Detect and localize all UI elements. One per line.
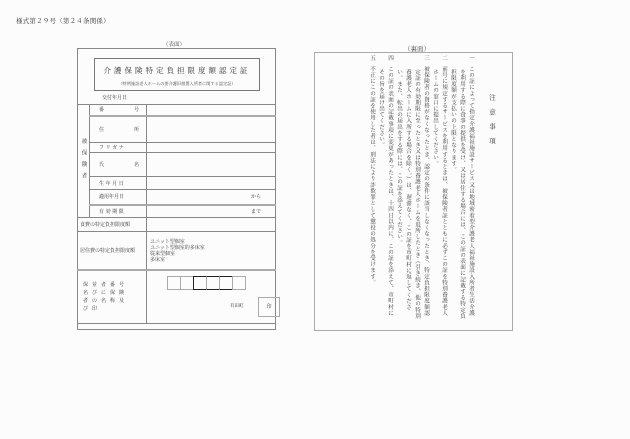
label-expiry: 有 効 期 限 [99, 208, 124, 215]
insurer-number-digit[interactable] [193, 276, 207, 290]
row-birthdate [78, 177, 276, 190]
note-item: 一この証によって指定介護福祉施設サービス又は地域密着型介護老人福祉施設入所者生活介護を利用する際に食事の提供を受け、又は居住する場合には、この証の表面に記載する特定負担限度額が支払いの上限となります。 [450, 55, 474, 319]
label-cell [90, 177, 147, 190]
label-cell [90, 190, 147, 205]
insurer-char: 者 [83, 298, 89, 304]
insurer-name: 有田町 [230, 303, 244, 309]
insurer-char: に [101, 290, 107, 296]
label-cell [90, 205, 147, 218]
insurer-number-digit[interactable] [232, 276, 246, 290]
certificate-subtitle: （特例施設老人ホームの要介護旧措置入所者に関する認定証） [118, 81, 236, 86]
insurer-char: 者 [101, 282, 107, 288]
label-furigana: フ リ ガ ナ [99, 145, 124, 151]
note-text: この証によって指定介護福祉施設サービス又は地域密着型介護老人福祉施設入所者生活介護を利用する際に食事の提供を受け、又は居住する場合には、この証の表面に記載する特定負担限度額が支払いの上限となります。 [450, 66, 474, 319]
insurer-number-digit[interactable] [180, 276, 194, 290]
back-side-label: （裏面） [404, 45, 430, 53]
expiry-value[interactable]: まで [147, 205, 276, 218]
form-number: 様式第２９号（第２４条関係） [16, 17, 110, 25]
certificate-front [77, 48, 276, 330]
note-text: この証の表面の記載事項に変更があったときは、十四日以内に、この証を添えて、市町村にその旨を届け出てください。 [378, 66, 393, 317]
front-side-label: （表面） [163, 42, 186, 48]
insurer-char: び [92, 290, 98, 296]
label-cell [90, 153, 147, 177]
insurer-char: 並 [92, 282, 98, 288]
label-cell [90, 116, 147, 143]
room-type-list [147, 232, 276, 270]
label-number-b: 号 [133, 107, 139, 114]
insurer-char: 保 [110, 290, 116, 296]
insurer-char: 号 [119, 282, 125, 288]
row-number [78, 105, 276, 116]
seal-box [258, 297, 280, 317]
certificate-title: 介護保険特定負担限度額認定証 [103, 66, 251, 75]
address-value[interactable] [147, 116, 276, 143]
insurer-char: 称 [110, 298, 116, 304]
insured-group-label: 被保険者 [80, 138, 87, 184]
label-number-a: 番 [99, 107, 105, 114]
residence-limit-label: 居住費の特定負担限度額 [78, 232, 147, 270]
furigana-value[interactable] [147, 143, 276, 153]
certificate-table [77, 104, 276, 324]
row-name [78, 153, 276, 177]
row-effective-date [78, 190, 276, 205]
insurer-char: の [92, 298, 98, 304]
note-text: 不正にこの証を使用した者は、刑法により詐欺罪として懲役の処分を受けます。 [369, 66, 375, 286]
room-type-item: 従来型個室 [150, 251, 176, 258]
label-cell [90, 143, 147, 153]
note-text: 被保険者の資格がなくなったとき、認定の条件に該当しなくなったとき、特定負担限度額認定証の有効期限に至ったとき又は特別養護老人ホームを退所したとき（引き続き、他の特別養護老人ホームに入所する場合を除く。）は、遅滞なく、この証を市町村に返してください。また、転出の届出をする際には、この証を添えてください。 [396, 66, 429, 319]
room-type-item: ユニット型個室 [150, 239, 185, 246]
insurer-char: 及 [119, 298, 125, 304]
row-address [78, 116, 276, 143]
insurer-char: 名 [83, 290, 89, 296]
insurer-number-digit[interactable] [167, 276, 181, 290]
row-furigana [78, 143, 276, 153]
seal-label: 印 [266, 304, 272, 310]
row-residence-limit [78, 232, 276, 270]
label-address-a: 住 [99, 126, 105, 133]
row-expiry [78, 205, 276, 218]
row-insurer [78, 270, 276, 324]
issue-date-label: 交付年月日 [102, 95, 128, 101]
row-food-limit [78, 218, 276, 232]
name-value[interactable] [147, 153, 276, 177]
insurer-value-cell [147, 270, 276, 324]
food-limit-label: 食費の特定負担限度額 [78, 218, 147, 232]
notes-title: 注意事項 [488, 94, 496, 152]
label-cell [90, 105, 147, 116]
insurer-char: 険 [119, 290, 125, 296]
room-type-item: ユニット型個室的多床室 [150, 245, 205, 252]
label-effective-date: 適用年月日 [99, 194, 125, 201]
insurer-char: 印 [92, 306, 98, 312]
insurer-char: 名 [101, 298, 107, 304]
effective-date-value[interactable]: から [147, 190, 276, 205]
insurer-label [78, 270, 147, 324]
insurer-number-digit[interactable] [206, 276, 220, 290]
insurer-number-boxes [168, 276, 246, 290]
notes-content [367, 55, 496, 322]
insurer-char: 番 [110, 282, 116, 288]
label-birthdate: 生 年 月 日 [99, 180, 124, 187]
number-value[interactable] [147, 105, 276, 116]
note-text: 前号に規定するサービスを利用するときは、被保険者証とともに必ずこの証を特別養護老人ホームの窓口に提出してください。 [432, 66, 447, 317]
insurer-label-grid [81, 281, 143, 312]
note-item: 五不正にこの証を使用した者は、刑法により詐欺罪として懲役の処分を受けます。 [369, 55, 375, 286]
label-name-a: 氏 [99, 162, 105, 168]
insurer-char: び [83, 306, 89, 312]
note-item: 四この証の表面の記載事項に変更があったときは、十四日以内に、この証を添えて、市町村にその旨を届け出てください。 [378, 55, 393, 317]
note-item: 三被保険者の資格がなくなったとき、認定の条件に該当しなくなったとき、特定負担限度額認定証の有効期限に至ったとき又は特別養護老人ホームを退所したとき（引き続き、他の特別養護老人ホームに入所する場合を除く。）は、遅滞なく、この証を市町村に返してください。また、転出の届出をする際には、この証を添えてください。 [396, 55, 429, 319]
food-limit-value[interactable] [147, 218, 276, 232]
insured-group-cell [78, 105, 90, 218]
insurer-number-digit[interactable] [219, 276, 233, 290]
label-address-b: 所 [133, 126, 139, 133]
room-type-item: 多床室 [150, 257, 166, 264]
note-item: 二前号に規定するサービスを利用するときは、被保険者証とともに必ずこの証を特別養護老人ホームの窓口に提出してください。 [432, 55, 447, 317]
insurer-char: 保 [83, 282, 89, 288]
label-name-b: 名 [133, 162, 139, 168]
title-box [94, 58, 260, 91]
certificate-back [314, 52, 513, 331]
birthdate-value[interactable] [147, 177, 276, 190]
